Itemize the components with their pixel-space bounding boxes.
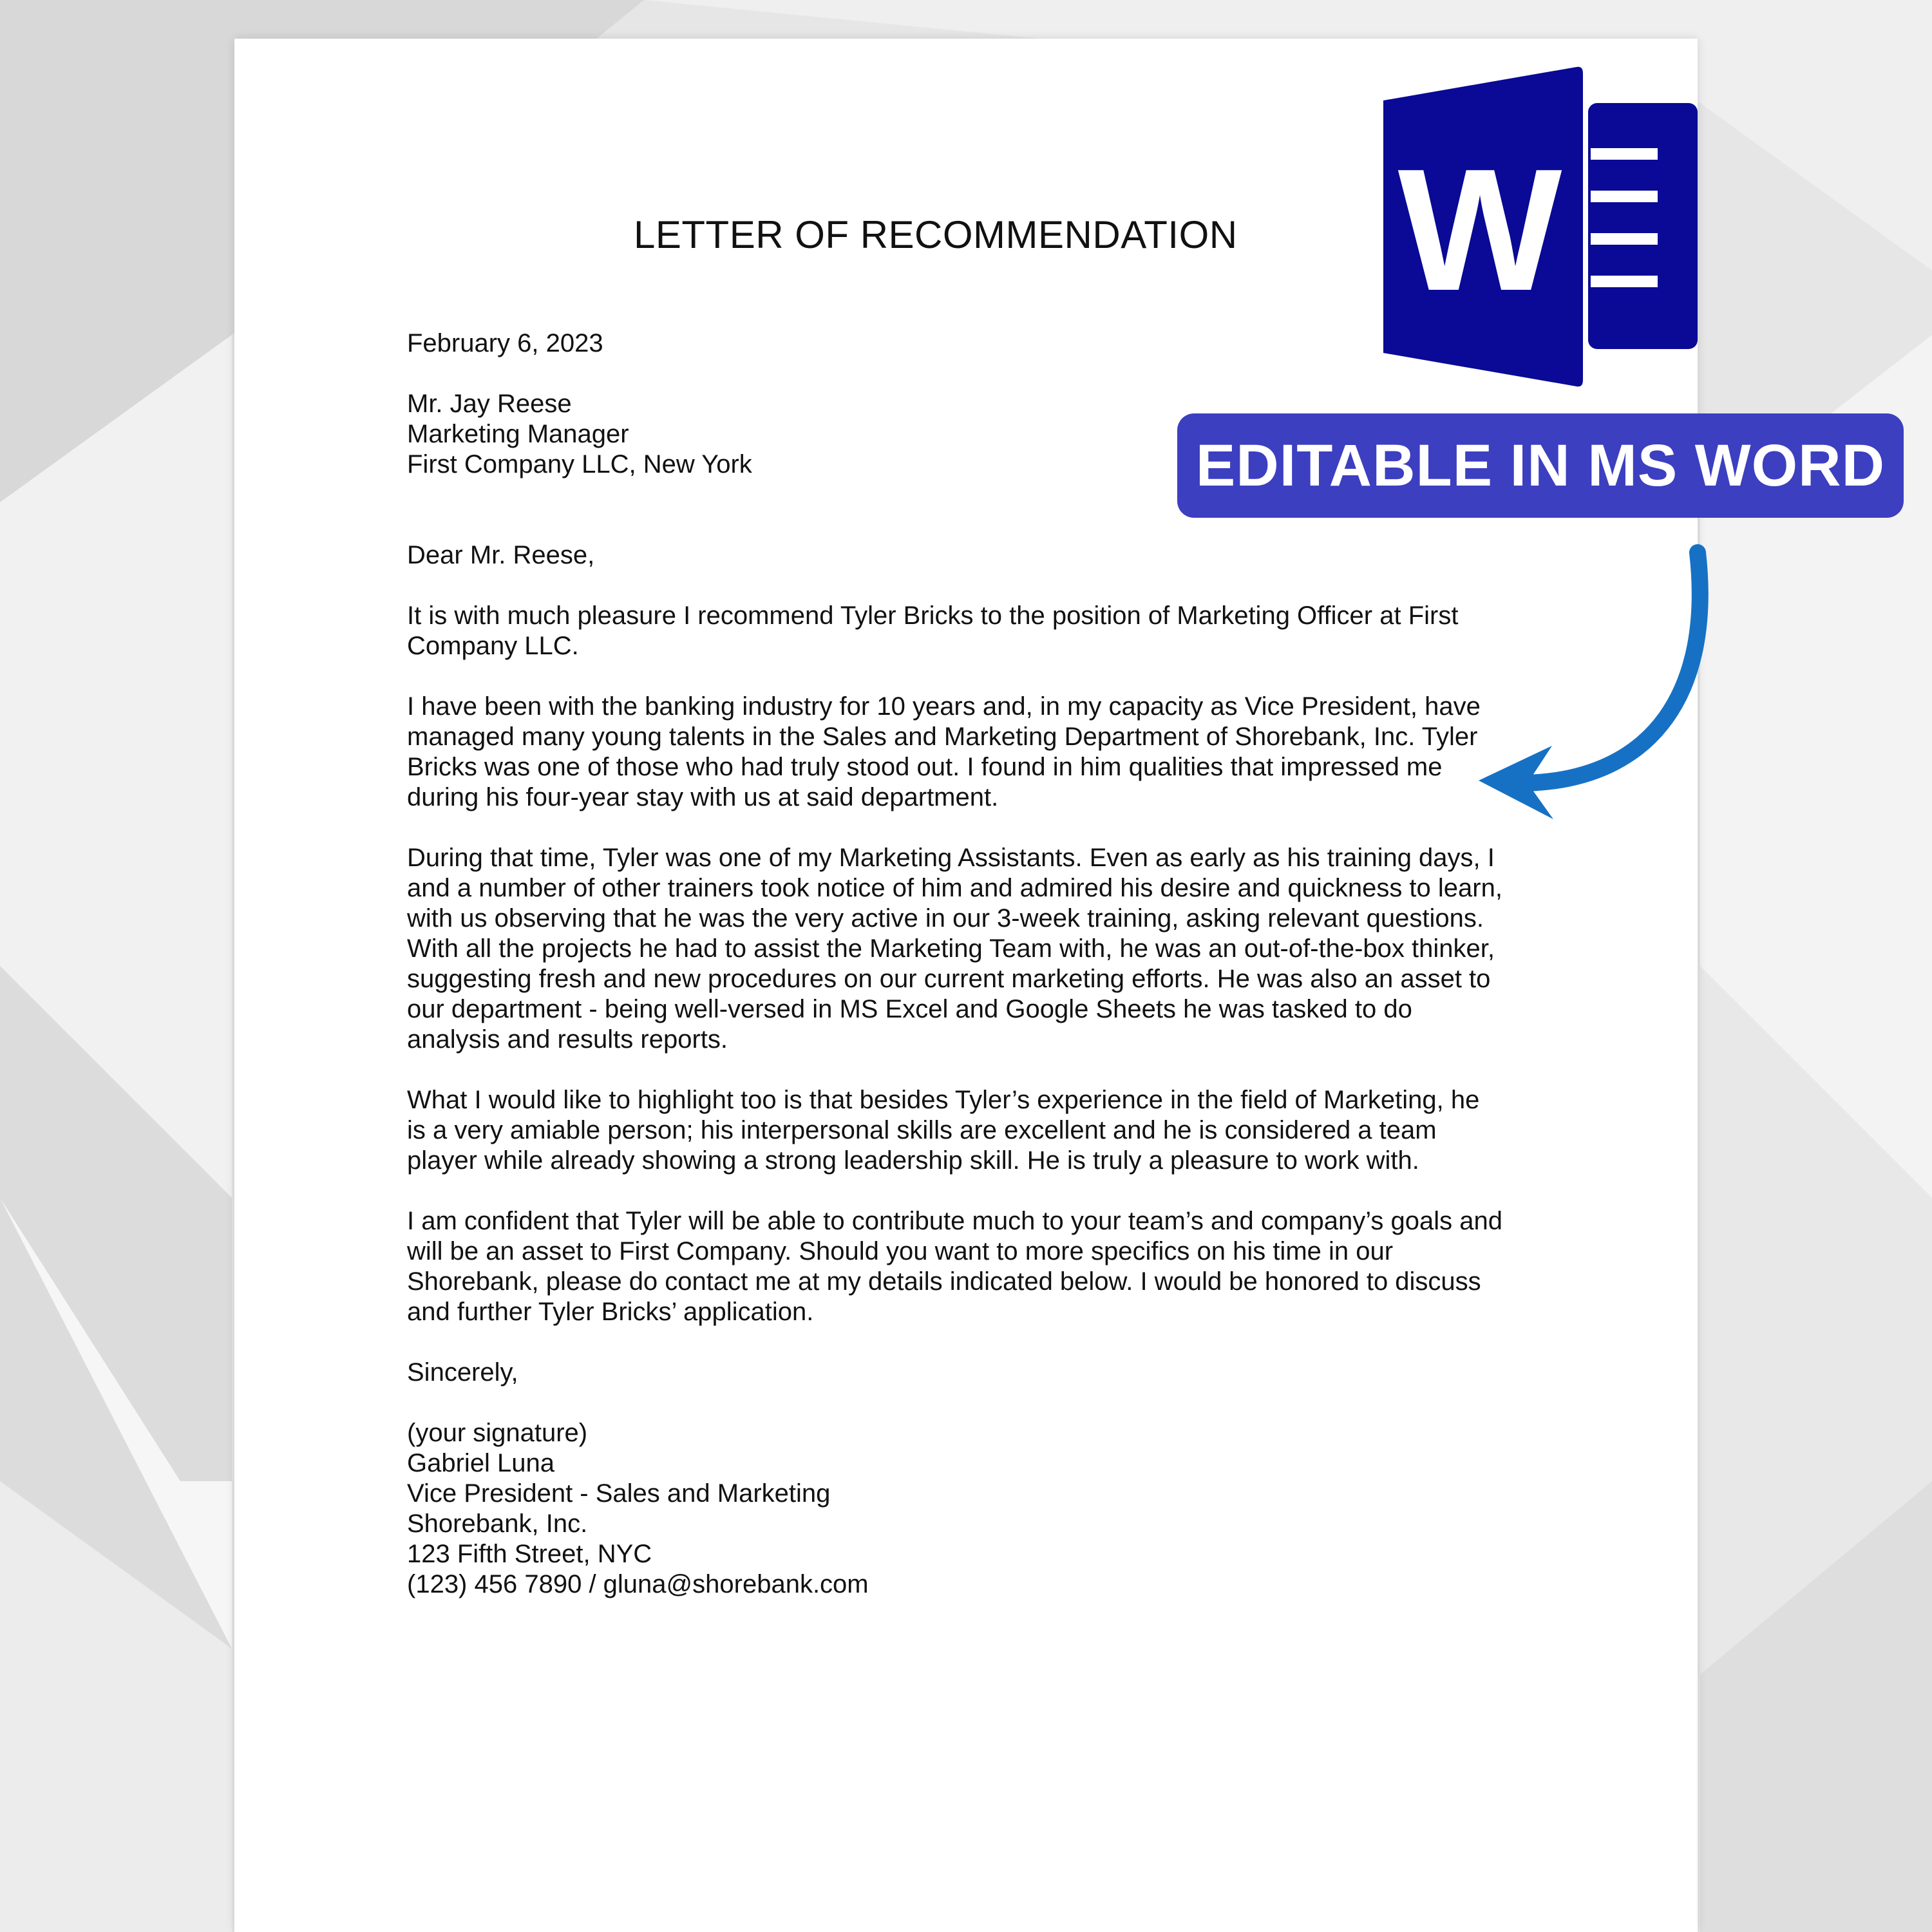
curved-arrow-icon [1443, 541, 1726, 837]
recipient-company: First Company LLC, New York [407, 450, 752, 478]
recipient-position: Marketing Manager [407, 420, 629, 448]
paragraph-line: With all the projects he had to assist the Marketing Team with, he was an out-of-the-box thinker, [407, 934, 1495, 963]
closing: Sincerely, [407, 1358, 518, 1387]
letter-title: LETTER OF RECOMMENDATION [634, 213, 1238, 256]
paragraph-line: with us observing that he was the very active in our 3-week training, asking relevant questions. [407, 904, 1484, 933]
paragraph-1 [407, 601, 1540, 661]
sender-name: Gabriel Luna [407, 1449, 555, 1477]
recipient-name: Mr. Jay Reese [407, 390, 572, 418]
letter-body [407, 328, 1540, 1630]
salutation: Dear Mr. Reese, [407, 541, 595, 569]
word-logo-icon [1383, 64, 1698, 389]
sender-title: Vice President - Sales and Marketing [407, 1479, 831, 1508]
paragraph-line: Company LLC. [407, 632, 579, 660]
letter-date: February 6, 2023 [407, 329, 603, 357]
sender-address: 123 Fifth Street, NYC [407, 1540, 652, 1568]
paragraph-line: and further Tyler Bricks’ application. [407, 1298, 814, 1326]
paragraph-line: and a number of other trainers took notice of him and admired his desire and quickness to learn, [407, 874, 1502, 902]
sender-contact: (123) 456 7890 / gluna@shorebank.com [407, 1570, 869, 1598]
paragraph-line: player while already showing a strong leadership skill. He is truly a pleasure to work with. [407, 1146, 1419, 1175]
paragraph-line: I have been with the banking industry for 10 years and, in my capacity as Vice President, have [407, 692, 1481, 721]
signature-placeholder: (your signature) [407, 1419, 588, 1447]
paragraph-line: It is with much pleasure I recommend Tyler Bricks to the position of Marketing Officer at First [407, 601, 1459, 630]
paragraph-line: analysis and results reports. [407, 1025, 728, 1054]
paragraph-line: is a very amiable person; his interpersonal skills are excellent and he is considered a team [407, 1116, 1437, 1144]
paragraph-line: managed many young talents in the Sales and Marketing Department of Shorebank, Inc. Tyler [407, 723, 1478, 751]
sender-company: Shorebank, Inc. [407, 1510, 588, 1538]
signature-block [407, 1418, 1540, 1600]
paragraph-line: Shorebank, please do contact me at my details indicated below. I would be honored to discuss [407, 1267, 1481, 1296]
paragraph-line: during his four-year stay with us at said department. [407, 783, 999, 811]
paragraph-2 [407, 692, 1540, 813]
paragraph-line: What I would like to highlight too is that besides Tyler’s experience in the field of Marketing, he [407, 1086, 1480, 1114]
word-logo-letter: W [1397, 133, 1562, 327]
paragraph-line: I am confident that Tyler will be able to contribute much to your team’s and company’s goals and [407, 1207, 1502, 1235]
paragraph-3 [407, 843, 1540, 1055]
paragraph-5 [407, 1206, 1540, 1327]
paragraph-line: will be an asset to First Company. Should you want to more specifics on his time in our [407, 1237, 1394, 1265]
editable-badge: EDITABLE IN MS WORD [1177, 413, 1904, 518]
paragraph-line: our department - being well-versed in MS Excel and Google Sheets he was tasked to do [407, 995, 1412, 1023]
paragraph-line: Bricks was one of those who had truly stood out. I found in him qualities that impressed me [407, 753, 1443, 781]
paragraph-line: During that time, Tyler was one of my Marketing Assistants. Even as early as his training days, I [407, 844, 1495, 872]
paragraph-4 [407, 1085, 1540, 1176]
paragraph-line: suggesting fresh and new procedures on our current marketing efforts. He was also an asset to [407, 965, 1491, 993]
